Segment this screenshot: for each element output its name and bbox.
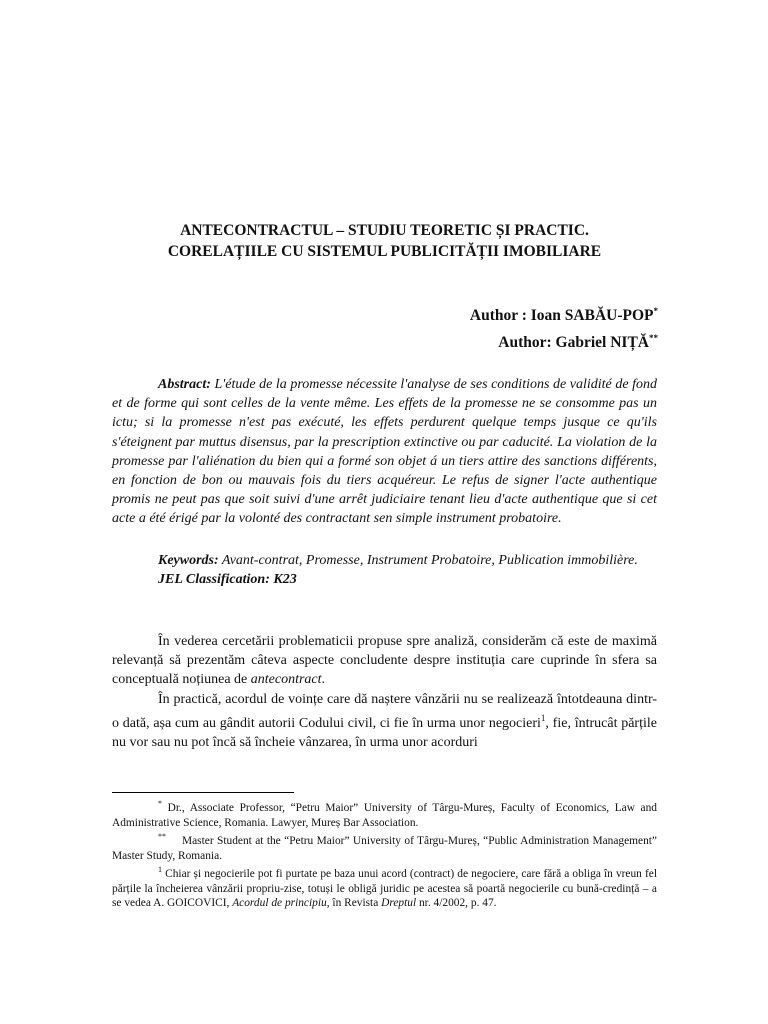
footnote-3 <box>112 863 657 911</box>
body-text <box>112 632 657 752</box>
author-1-name: Author : Ioan SABĂU-POP <box>469 307 654 324</box>
footnotes <box>112 797 657 911</box>
title-line-1: ANTECONTRACTUL – STUDIU TEORETIC ȘI PRACTIC. <box>180 222 589 239</box>
body-p1-text: În vederea cercetării problematicii propuse spre analiză, considerăm că este de maximă relevanță să prezentăm câteva aspecte concludente despre instituția care cuprinde în sfera sa conceptuală noțiunea de <box>112 634 657 688</box>
body-p1-term: antecontract <box>250 672 322 688</box>
body-p2-text-cont: , fie, întrucât părțile nu vor sau nu pot încă să încheie vânzarea, în urma unor acorduri <box>112 715 657 751</box>
body-p1-end: . <box>321 672 326 688</box>
footnote-2-text: Master Student at the “Petru Maior” University of Târgu-Mureș, “Public Administration Management” Master Study, Romania. <box>112 835 657 862</box>
footnote-3-mark: 1 <box>158 865 162 874</box>
keywords-section <box>112 551 657 589</box>
author-block <box>470 300 658 354</box>
author-1-footnote-mark: * <box>653 306 658 316</box>
keywords-text: Avant-contrat, Promesse, Instrument Probatoire, Publication immobilière. <box>221 553 638 568</box>
footnote-3-work: Acordul de principiu <box>232 897 327 909</box>
footnote-3-text-b: , în Revista <box>326 897 382 909</box>
keywords-label: Keywords: <box>158 553 219 568</box>
author-2-name: Author: Gabriel NIȚĂ <box>498 334 649 351</box>
footnote-separator <box>112 792 294 793</box>
body-p2-text: În practică, acordul de voințe care dă naștere vânzării nu se realizează întotdeauna dintr-o dată, așa cum au gândit autorii Codului civil, ci fie în urma unor negocieri <box>112 691 657 731</box>
paper-title <box>112 220 657 262</box>
footnote-2-mark: ** <box>158 832 166 841</box>
body-paragraph-2 <box>112 690 657 753</box>
footnote-ref-1: 1 <box>540 712 546 723</box>
footnote-3-text: Chiar și negocierile pot fi purtate pe baza unui acord (contract) de negociere, care fără a obliga în vreun fel părțile la încheierea vânzării propriu-zise, totuși le obligă juridic pe acestea să poartă negocierile cu bună-credință – a se vedea A. GOICOVICI, <box>112 868 657 909</box>
title-line-2: CORELAȚIILE CU SISTEMUL PUBLICITĂȚII IMOBILIARE <box>167 243 602 260</box>
footnote-3-text-c: nr. 4/2002, p. 47. <box>416 897 497 909</box>
abstract-text: L'étude de la promesse nécessite l'analyse de ses conditions de validité de fond et de forme qui sont celles de la vente même. Les effets de la promesse ne se consomme pas un ictu; si la promesse n'est pas exécuté, les effets perdurent quelque temps jusque ce qu'ils s'éteignent par muttus disensus, par la prescription extinctive ou par caducité. La violation de la promesse par l'aliénation du bien qui a formé son objet á un tiers attire des sanctions différents, en fonction de bon ou mauvais fois du tiers acquéreur. Le refus de signer l'acte authentique promis ne peut pas que soit suivi d'une arrêt judiciaire tenant lieu d'acte authentique que si cet acte a été érigé par la volonté des contractant sen simple instrument probatoire. <box>112 377 657 527</box>
abstract-label: Abstract: <box>158 377 211 392</box>
footnote-1 <box>112 797 657 830</box>
author-1 <box>470 300 658 327</box>
abstract <box>112 375 657 529</box>
author-2 <box>470 327 658 354</box>
footnote-2 <box>112 830 657 863</box>
footnote-1-mark: * <box>158 799 162 808</box>
jel-classification: JEL Classification: K23 <box>158 572 297 588</box>
footnote-3-journal: Dreptul <box>381 897 417 909</box>
footnote-1-text: Dr., Associate Professor, “Petru Maior” University of Târgu-Mureș, Faculty of Economics, Law and Administrative Science, Romania. Lawyer, Mureș Bar Association. <box>112 802 657 829</box>
body-paragraph-1 <box>112 632 657 690</box>
author-2-footnote-mark: ** <box>649 333 658 343</box>
